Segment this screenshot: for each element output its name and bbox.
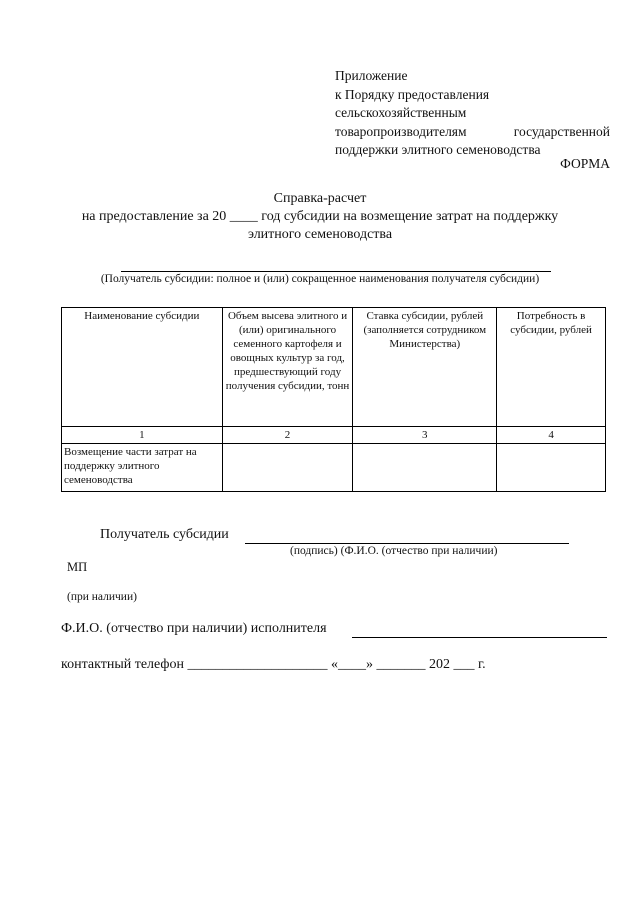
title-line: на предоставление за 20 ____ год субсидии на возмещение затрат на поддержку (81, 209, 559, 224)
table-header-row (62, 308, 606, 427)
table-header-cell: Ставка субсидии, рублей (заполняется сотрудником Министерства) (353, 308, 497, 427)
title-line: элитного семеноводства (247, 227, 393, 242)
appendix-line: Приложение (335, 68, 408, 83)
contact-phone-line[interactable]: контактный телефон ____________________ «____» _______ 202 ___ г. (61, 657, 486, 672)
document-title (0, 190, 640, 244)
column-number: 4 (497, 427, 606, 444)
recipient-caption: (Получатель субсидии: полное и (или) сокращенное наименования получателя субсидии) (100, 273, 540, 285)
form-label: ФОРМА (560, 156, 610, 171)
table-cell-input[interactable] (353, 444, 497, 492)
executor-name-field[interactable] (352, 637, 607, 638)
table-row (62, 444, 606, 492)
table-header-cell: Наименование субсидии (62, 308, 223, 427)
appendix-block (335, 67, 610, 160)
table-cell-input[interactable] (222, 444, 353, 492)
table-header-cell: Потребность в субсидии, рублей (497, 308, 606, 427)
table-cell: Возмещение части затрат на поддержку элитного семеноводства (62, 444, 223, 492)
table-header-cell: Объем высева элитного и (или) оригинального семенного картофеля и овощных культур за год, предшествующий году получения субсидии, тонн (222, 308, 353, 427)
stamp-placeholder: МП (67, 560, 88, 574)
signature-caption: (подпись) (Ф.И.О. (отчество при наличии) (290, 545, 498, 557)
stamp-note: (при наличии) (67, 591, 137, 603)
appendix-line (335, 123, 610, 142)
subsidy-table (61, 307, 606, 492)
signature-label: Получатель субсидии (100, 527, 229, 542)
appendix-line: сельскохозяйственным (335, 105, 467, 120)
column-number: 3 (353, 427, 497, 444)
table-cell-input[interactable] (497, 444, 606, 492)
table-number-row (62, 427, 606, 444)
signature-field[interactable] (245, 543, 569, 544)
appendix-line: поддержки элитного семеноводства (335, 142, 541, 157)
appendix-line-right: государственной (513, 123, 610, 139)
title-line: Справка-расчет (273, 191, 367, 206)
executor-label: Ф.И.О. (отчество при наличии) исполнителя (61, 621, 327, 636)
appendix-line: к Порядку предоставления (335, 86, 490, 102)
appendix-line-left: товаропроизводителям (335, 123, 467, 139)
column-number: 1 (62, 427, 223, 444)
column-number: 2 (222, 427, 353, 444)
recipient-name-field[interactable] (121, 271, 551, 272)
